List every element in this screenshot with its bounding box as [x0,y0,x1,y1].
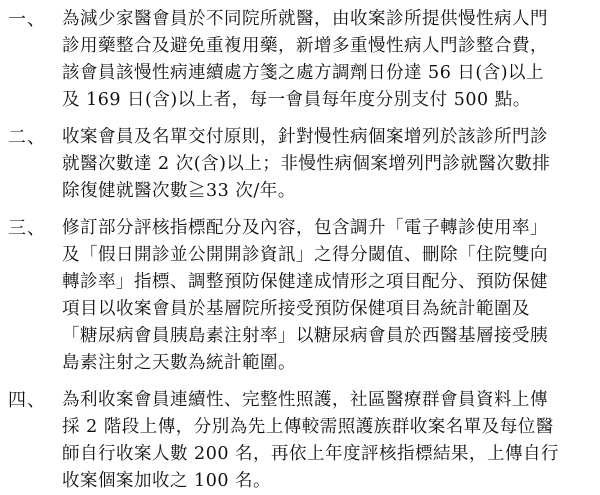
item-number: 三、 [8,218,46,239]
text-line: 師自行收案人數 200 名，再依上年度評核指標結果，上傳自行 [62,444,560,464]
item-text [62,387,590,495]
text-line: 收案會員及名單交付原則，針對慢性病個案增列於該診所門診 [62,127,548,147]
text-line: 「糖尿病會員胰島素注射率」以糖尿病會員於西醫基層接受胰 [62,326,548,346]
text-line: 島素注射之天數為統計範圍。 [62,353,296,373]
text-line: 轉診率」指標、調整預防保健達成情形之項目配分、預防保健 [62,272,548,292]
text-line: 採 2 階段上傳，分別為先上傳較需照護族群收案名單及每位醫 [62,417,554,437]
list-item-3 [8,215,590,377]
text-line: 該會員該慢性病連續處方箋之處方調劑日份達 56 日(含)以上 [62,63,545,83]
text-line: 項目以收案會員於基層院所接受預防保健項目為統計範圍及 [62,299,530,319]
text-line: 診用藥整合及避免重複用藥，新增多重慢性病人門診整合費， [62,36,548,56]
text-line: 就醫次數達 2 次(含)以上；非慢性病個案增列門診就醫次數排 [62,154,551,174]
list-item-2 [8,124,590,205]
item-text [62,215,590,377]
text-line: 除復健就醫次數≧33 次/年。 [62,181,296,201]
text-line: 為利收案會員連續性、完整性照護，社區醫療群會員資料上傳 [62,390,548,410]
item-text [62,6,590,114]
list-item-1 [8,6,590,114]
text-line: 及「假日開診並公開開診資訊」之得分閾值、刪除「住院雙向 [62,245,548,265]
text-line: 修訂部分評核指標配分及內容，包含調升「電子轉診使用率」 [62,218,548,238]
text-line: 為減少家醫會員於不同院所就醫，由收案診所提供慢性病人門 [62,9,548,29]
item-text [62,124,590,205]
list-item-4 [8,387,590,495]
text-line: 收案個案加收之 100 名。 [62,471,272,491]
item-number: 四、 [8,390,46,411]
item-number: 一、 [8,9,46,30]
item-number: 二、 [8,127,46,148]
text-line: 及 169 日(含)以上者，每一會員每年度分別支付 500 點。 [62,90,531,110]
